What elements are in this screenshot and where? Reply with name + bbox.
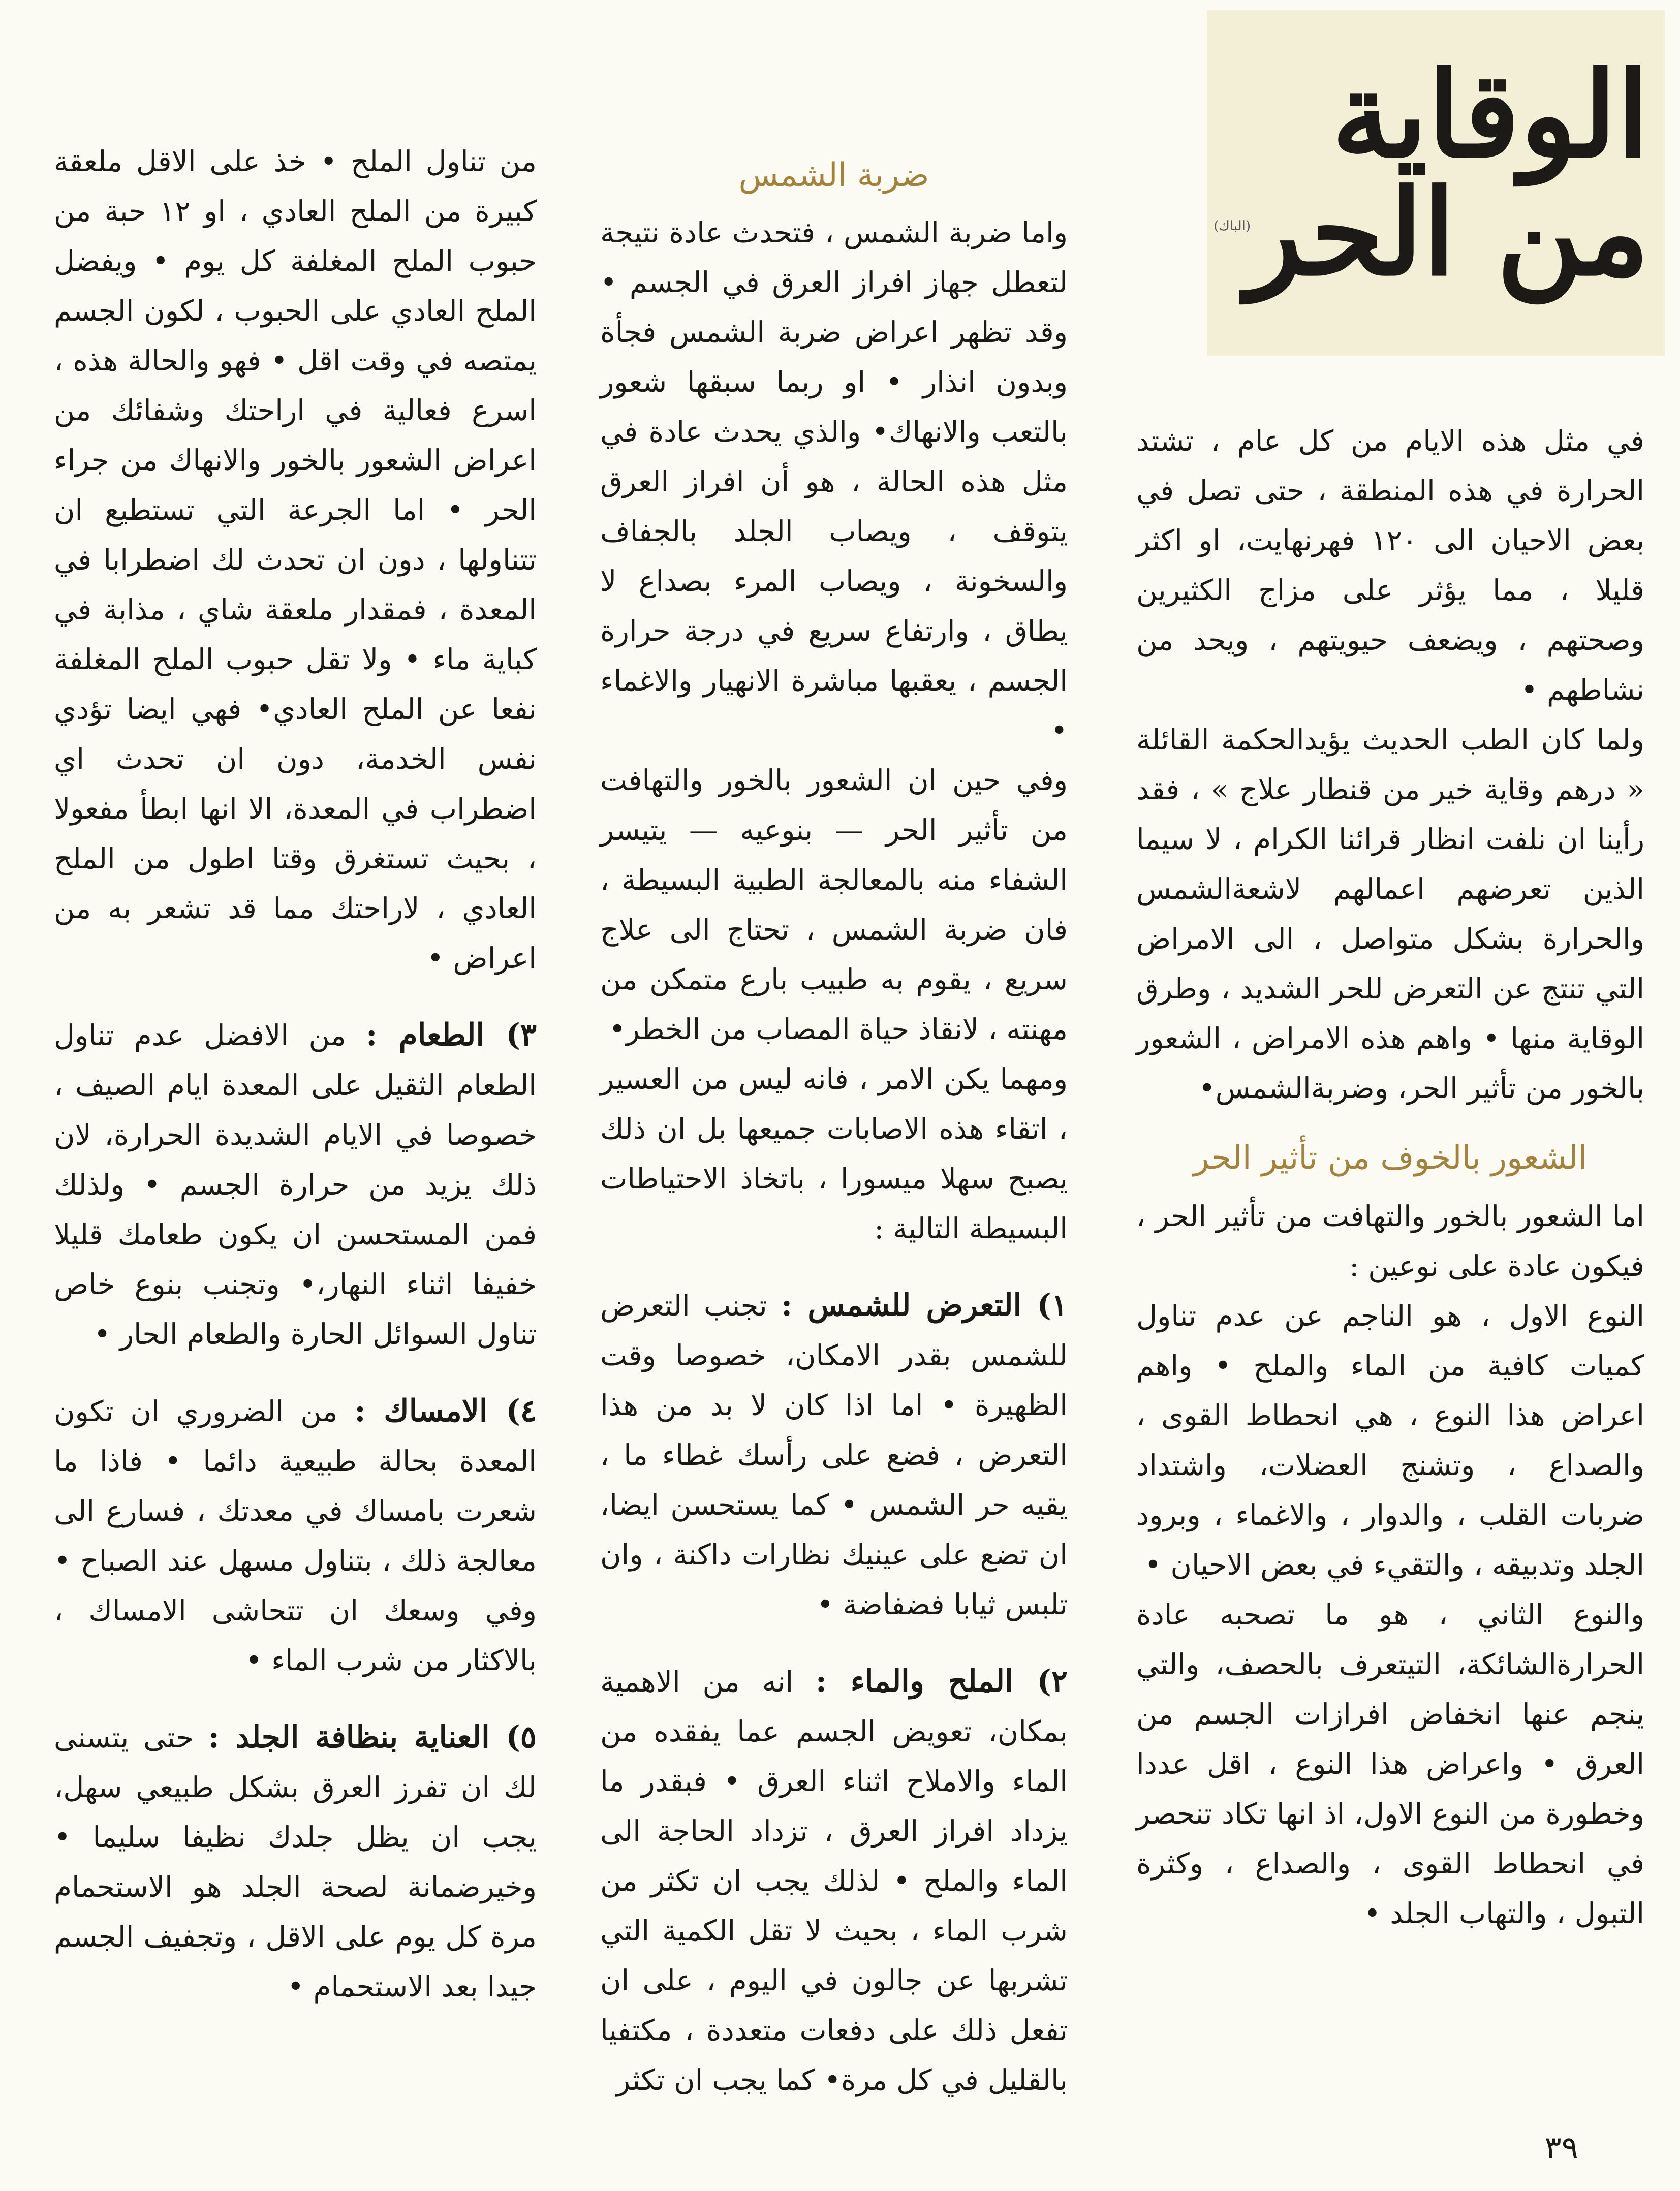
tip-1 bbox=[600, 1280, 1068, 1630]
tip-3-text: من الافضل عدم تناول الطعام الثقيل على المعدة ايام الصيف ، خصوصا في الايام الشديدة الحرارة، لان ذلك يزيد من حرارة الجسم • ولذلك فمن المستحسن ان يكون طعامك قليلا خفيفا اثناء النهار،• وتجنب بنوع خاص تناول السوائل الحارة والطعام الحار • bbox=[54, 1019, 537, 1351]
paragraph: ومهما يكن الامر ، فانه ليس من العسير ، اتقاء هذه الاصابات جميعها بل ان ذلك يصبح سهلا ميسورا ، باتخاذ الاحتياطات البسيطة التالية : bbox=[600, 1063, 1068, 1245]
tip-1-heading: ١) التعرض للشمس : bbox=[781, 1288, 1068, 1323]
paragraph: النوع الاول ، هو الناجم عن عدم تناول كميات كافية من الماء والملح • واهم اعراض هذا النوع ، هي انحطاط القوى ، والصداع ، وتشنج العضلات، واشتداد ضربات القلب ، والدوار ، والاغماء ، وبرود الجلد وتدبيقه ، والتقيء في بعض الاحيان • bbox=[1136, 1300, 1644, 1582]
section-heading-sunstroke: ضربة الشمس bbox=[738, 156, 929, 194]
tip-3 bbox=[54, 1010, 537, 1360]
tip-5-heading: ٥) العناية بنظافة الجلد : bbox=[208, 1719, 537, 1755]
paragraph: واما ضربة الشمس ، فتحدث عادة نتيجة لتعطل جهاز افراز العرق في الجسم • وقد تظهر اعراض ضربة الشمس فجأة وبدون انذار • او ربما سبقها شعور بالتعب والانهاك• والذي يحدث عادة في مثل هذه الحالة ، هو أن افراز العرق يتوقف ، ويصاب الجلد بالجفاف والسخونة ، ويصاب المرء بصداع لا يطاق ، وارتفاع سريع في درجة حرارة الجسم ، يعقبها مباشرة الانهيار والاغماء • bbox=[600, 216, 1068, 747]
title-annotation: (الباك) bbox=[1214, 218, 1251, 234]
tip-4 bbox=[54, 1386, 537, 1686]
tip-5 bbox=[54, 1712, 537, 2012]
paragraph: وفي حين ان الشعور بالخور والتهافت من تأثير الحر — بنوعيه — يتيسر الشفاء منه بالمعالجة الطبية البسيطة ، فان ضربة الشمس ، تحتاج الى علاج سريع ، يقوم به طبيب بارع متمكن من مهنته ، لانقاذ حياة المصاب من الخطر• bbox=[600, 764, 1068, 1046]
paragraph: والنوع الثاني ، هو ما تصحبه عادة الحرارةالشائكة، التيتعرف بالحصف، والتي ينجم عنها انخفاض افرازات الجسم من العرق • واعراض هذا النوع ، اقل عددا وخطورة من النوع الاول، اذ انها تكاد تنحصر في انحطاط القوى ، والصداع ، وكثرة التبول ، والتهاب الجلد • bbox=[1136, 1599, 1644, 1930]
paragraph: ولما كان الطب الحديث يؤيدالحكمة القائلة « درهم وقاية خير من قنطار علاج » ، فقد رأينا ان نلفت انظار قرائنا الكرام ، لا سيما الذين تعرضهم اعمالهم لاشعةالشمس والحرارة بشكل متواصل ، الى الامراض التي تنتج عن التعرض للحر الشديد ، وطرق الوقاية منها • واهم هذه الامراض ، الشعور بالخور من تأثير الحر، وضربةالشمس• bbox=[1136, 724, 1644, 1105]
tip-4-heading: ٤) الامساك : bbox=[354, 1393, 537, 1429]
column-left bbox=[54, 137, 537, 2012]
tip-3-heading: ٣) الطعام : bbox=[366, 1017, 537, 1053]
section-heading-fatigue: الشعور بالخوف من تأثير الحر bbox=[1193, 1139, 1588, 1177]
tip-2-heading: ٢) الملح والماء : bbox=[815, 1664, 1068, 1699]
tip-2 bbox=[600, 1656, 1068, 2106]
paragraph: اما الشعور بالخور والتهافت من تأثير الحر ، فيكون عادة على نوعين : bbox=[1136, 1200, 1644, 1283]
column-right bbox=[1136, 417, 1644, 1939]
article-title: الوقاية من الحر bbox=[1246, 45, 1650, 302]
paragraph: من تناول الملح • خذ على الاقل ملعقة كبيرة من الملح العادي ، او ١٢ حبة من حبوب الملح المغلفة كل يوم • ويفضل الملح العادي على الحبوب ، لكون الجسم يمتصه في وقت اقل • فهو والحالة هذه ، اسرع فعالية في اراحتك وشفائك من اعراض الشعور بالخور والانهاك من جراء الحر • اما الجرعة التي تستطيع ان تتناولها ، دون ان تحدث لك اضطرابا في المعدة ، فمقدار ملعقة شاي ، مذابة في كباية ماء • ولا تقل حبوب الملح المغلفة نفعا عن الملح العادي• فهي ايضا تؤدي نفس الخدمة، دون ان تحدث اي اضطراب في المعدة، الا انها ابطأ مفعولا ، بحيث تستغرق وقتا اطول من الملح العادي ، لاراحتك مما قد تشعر به من اعراض • bbox=[54, 145, 537, 975]
intro-paragraph: في مثل هذه الايام من كل عام ، تشتد الحرارة في هذه المنطقة ، حتى تصل في بعض الاحيان الى ١٢٠ فهرنهايت، او اكثر قليلا ، مما يؤثر على مزاج الكثيرين وصحتهم ، ويضعف حيويتهم ، ويحد من نشاطهم • bbox=[1136, 425, 1644, 707]
tip-4-text: من الضروري ان تكون المعدة بحالة طبيعية دائما • فاذا ما شعرت بامساك في معدتك ، فسارع الى معالجة ذلك ، بتناول مسهل عند الصباح • وفي وسعك ان تتحاشى الامساك ، بالاكثار من شرب الماء • bbox=[54, 1395, 537, 1677]
column-middle bbox=[600, 137, 1068, 2106]
tip-5-text: حتى يتسنى لك ان تفرز العرق بشكل طبيعي سهل، يجب ان يظل جلدك نظيفا سليما • وخيرضمانة لصحة الجلد هو الاستحمام مرة كل يوم على الاقل ، وتجفيف الجسم جيدا بعد الاستحمام • bbox=[54, 1721, 537, 2004]
tip-2-text: انه من الاهمية بمكان، تعويض الجسم عما يفقده من الماء والاملاح اثناء العرق • فبقدر ما يزداد افراز العرق ، تزداد الحاجة الى الماء والملح • لذلك يجب ان تكثر من شرب الماء ، بحيث لا تقل الكمية التي تشربها عن جالون في اليوم ، على ان تفعل ذلك على دفعات متعددة ، مكتفيا بالقليل في كل مرة• كما يجب ان تكثر bbox=[600, 1666, 1068, 2097]
page-number: ٣٩ bbox=[1544, 2129, 1578, 2166]
tip-1-text: تجنب التعرض للشمس بقدر الامكان، خصوصا وقت الظهيرة • اما اذا كان لا بد من هذا التعرض ، فضع على رأسك غطاء ما ، يقيه حر الشمس • كما يستحسن ايضا، ان تضع على عينيك نظارات داكنة ، وان تلبس ثيابا فضفاضة • bbox=[600, 1290, 1068, 1621]
